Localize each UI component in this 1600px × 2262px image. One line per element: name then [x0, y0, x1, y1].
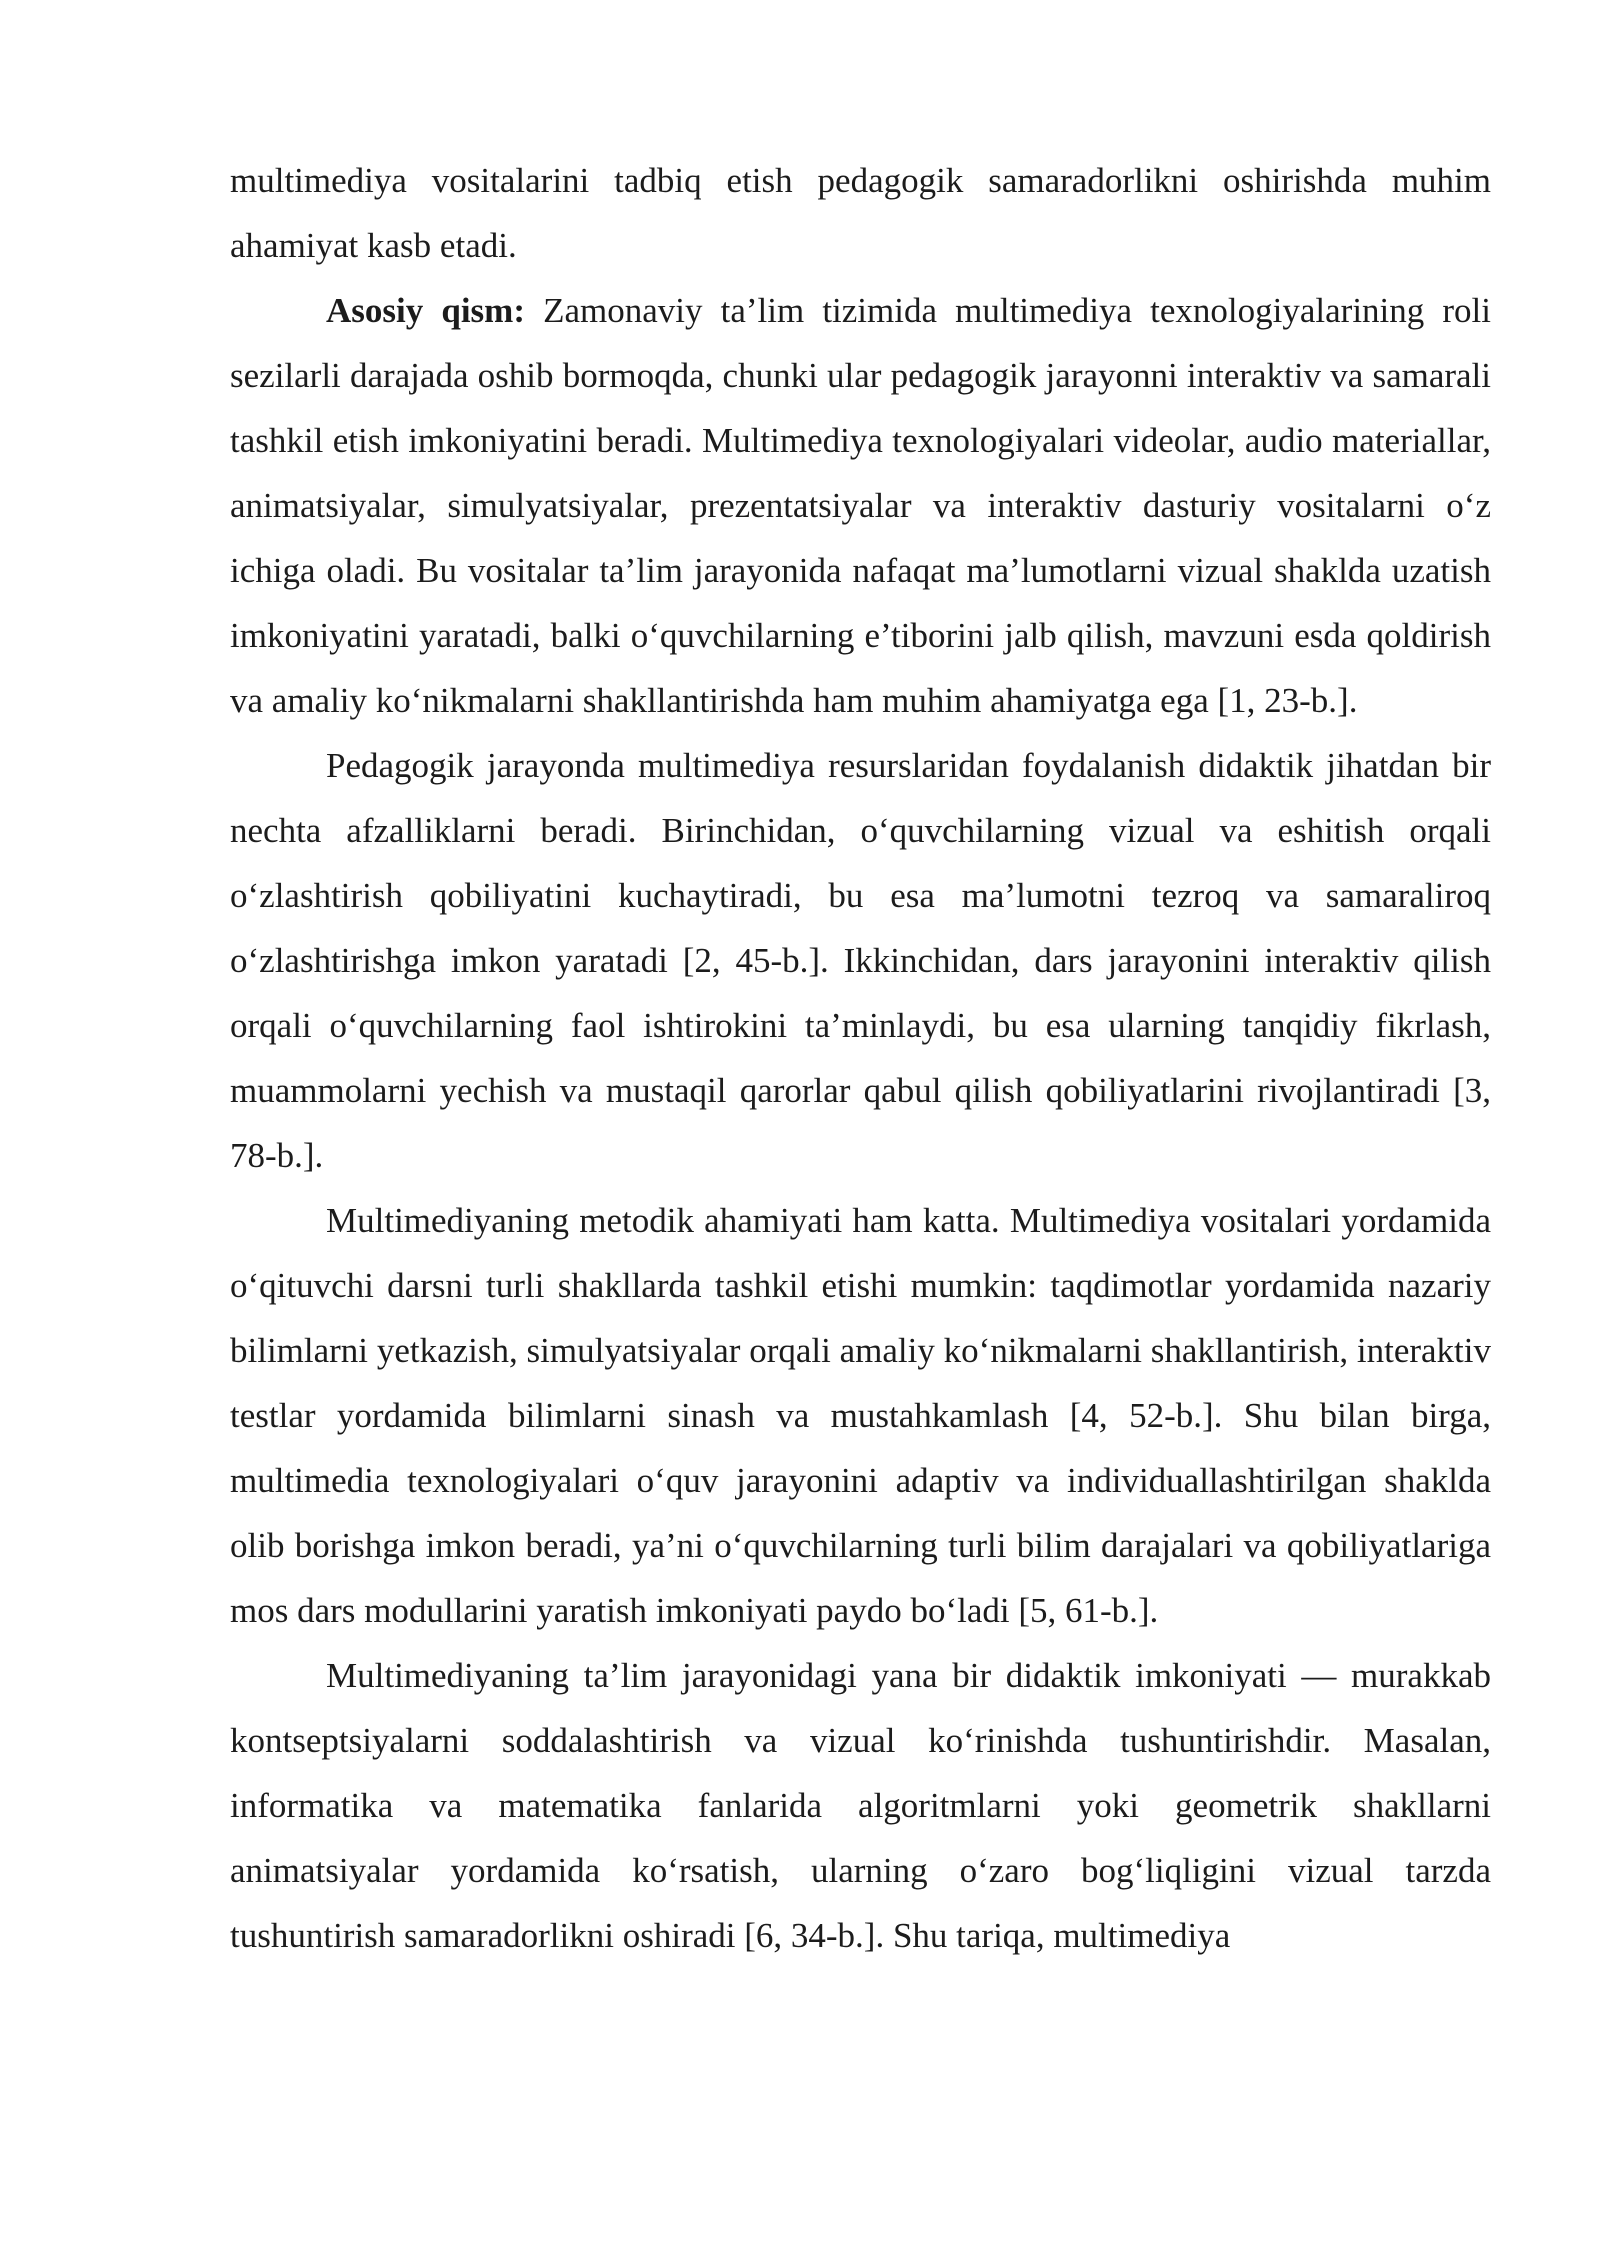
paragraph-methodical-importance: [230, 1188, 1491, 1643]
section-heading: Asosiy qism:: [326, 291, 525, 330]
paragraph-text: Multimediyaning metodik ahamiyati ham katta. Multimediya vositalari yordamida o‘qituvchi darsni turli shakllarda tashkil etishi mumkin: taqdimotlar yordamida nazariy bilimlarni yetkazish, simulyatsiyalar orqali amaliy ko‘nikmalarni shakllantirish, interaktiv testlar yordamida bilimlarni sinash va mustahkamlash [4, 52-b.]. Shu bilan birga, multimedia texnologiyalari o‘quv jarayonini adaptiv va individuallashtirilgan shaklda olib borishga imkon beradi, ya’ni o‘quvchilarning turli bilim darajalari va qobiliyatlariga mos dars modullarini yaratish imkoniyati paydo bo‘ladi [5, 61-b.].: [230, 1201, 1491, 1630]
paragraph-didactic-possibility: [230, 1643, 1491, 1968]
paragraph-text: multimediya vositalarini tadbiq etish pedagogik samaradorlikni oshirishda muhim ahamiyat kasb etadi.: [230, 161, 1491, 265]
paragraph-text: Zamonaviy ta’lim tizimida multimediya texnologiyalarining roli sezilarli darajada oshib bormoqda, chunki ular pedagogik jarayonni interaktiv va samarali tashkil etish imkoniyatini beradi. Multimediya texnologiyalari videolar, audio materiallar, animatsiyalar, simulyatsiyalar, prezentatsiyalar va interaktiv dasturiy vositalarni o‘z ichiga oladi. Bu vositalar ta’lim jarayonida nafaqat ma’lumotlarni vizual shaklda uzatish imkoniyatini yaratadi, balki o‘quvchilarning e’tiborini jalb qilish, mavzuni esda qoldirish va amaliy ko‘nikmalarni shakllantirishda ham muhim ahamiyatga ega [1, 23-b.].: [230, 291, 1491, 720]
paragraph-intro-continuation: [230, 148, 1491, 278]
paragraph-pedagogical-advantages: [230, 733, 1491, 1188]
paragraph-text: Multimediyaning ta’lim jarayonidagi yana bir didaktik imkoniyati — murakkab kontseptsiyalarni soddalashtirish va vizual ko‘rinishda tushuntirishdir. Masalan, informatika va matematika fanlarida algoritmlarni yoki geometrik shakllarni animatsiyalar yordamida ko‘rsatish, ularning o‘zaro bog‘liqligini vizual tarzda tushuntirish samaradorlikni oshiradi [6, 34-b.]. Shu tariqa, multimediya: [230, 1656, 1491, 1955]
paragraph-text: Pedagogik jarayonda multimediya resurslaridan foydalanish didaktik jihatdan bir nechta afzalliklarni beradi. Birinchidan, o‘quvchilarning vizual va eshitish orqali o‘zlashtirish qobiliyatini kuchaytiradi, bu esa ma’lumotni tezroq va samaraliroq o‘zlashtirishga imkon yaratadi [2, 45-b.]. Ikkinchidan, dars jarayonini interaktiv qilish orqali o‘quvchilarning faol ishtirokini ta’minlaydi, bu esa ularning tanqidiy fikrlash, muammolarni yechish va mustaqil qarorlar qabul qilish qobiliyatlarini rivojlantiradi [3, 78-b.].: [230, 746, 1491, 1175]
paragraph-main-part: [230, 278, 1491, 733]
document-page: [230, 148, 1491, 1968]
